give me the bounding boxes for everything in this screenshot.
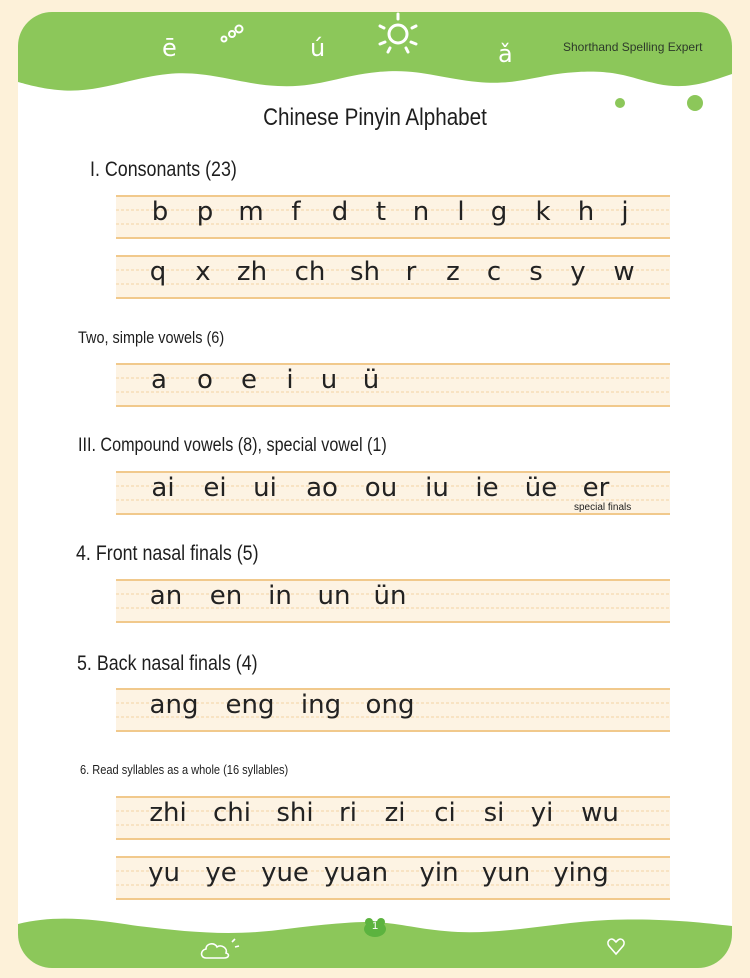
pinyin-item: ie <box>475 473 499 503</box>
pinyin-writing-line <box>116 579 670 623</box>
pinyin-item: ao <box>306 473 338 503</box>
pinyin-item: p <box>196 197 214 227</box>
brand-name: Shorthand Spelling Expert <box>563 40 703 54</box>
pinyin-item: an <box>149 581 183 611</box>
deco-letter: ú <box>310 34 326 62</box>
pinyin-item: yue <box>261 858 309 888</box>
pinyin-item: zhi <box>149 798 187 828</box>
pinyin-item: ei <box>203 473 227 503</box>
pinyin-item: n <box>412 197 430 227</box>
pinyin-item: üe <box>524 473 558 503</box>
pinyin-item: yi <box>530 798 554 828</box>
section-heading: 4. Front nasal finals (5) <box>76 542 259 565</box>
special-finals-note: special finals <box>574 502 632 513</box>
pinyin-writing-line <box>116 363 670 407</box>
pinyin-item: ci <box>434 798 456 828</box>
pinyin-item: er <box>582 473 610 503</box>
pinyin-item: w <box>613 257 635 287</box>
section-heading: 5. Back nasal finals (4) <box>77 652 258 675</box>
pinyin-item: ai <box>151 473 175 503</box>
pinyin-item: ing <box>300 690 342 720</box>
section-heading: I. Consonants (23) <box>90 158 237 181</box>
pinyin-item: q <box>149 257 167 287</box>
page-number: 1 <box>371 920 379 932</box>
pinyin-item: eng <box>225 690 275 720</box>
pinyin-item: yin <box>419 858 459 888</box>
pinyin-item: si <box>483 798 505 828</box>
pinyin-item: iu <box>425 473 449 503</box>
pinyin-item: un <box>317 581 351 611</box>
section-heading: Two, simple vowels (6) <box>78 328 225 347</box>
pinyin-item: ang <box>149 690 199 720</box>
pinyin-item: zh <box>236 257 268 287</box>
deco-letter: ē <box>162 34 177 62</box>
section-heading: 6. Read syllables as a whole (16 syllables) <box>80 762 289 777</box>
page-title: Chinese Pinyin Alphabet <box>263 104 487 131</box>
pinyin-item: in <box>268 581 292 611</box>
pinyin-item: r <box>405 257 417 287</box>
pinyin-item: b <box>151 197 169 227</box>
pinyin-item: z <box>446 257 460 287</box>
pinyin-item: chi <box>213 798 251 828</box>
pinyin-item: e <box>241 365 257 395</box>
pinyin-item: ye <box>205 858 237 888</box>
section-heading: III. Compound vowels (8), special vowel (1) <box>78 435 387 456</box>
pinyin-item: h <box>577 197 595 227</box>
pinyin-item: ui <box>253 473 277 503</box>
pinyin-item: t <box>375 197 387 227</box>
pinyin-item: x <box>195 257 211 287</box>
pinyin-item: c <box>486 257 502 287</box>
pinyin-item: wu <box>581 798 619 828</box>
pinyin-item: en <box>209 581 243 611</box>
pinyin-item: zi <box>384 798 406 828</box>
pinyin-item: yuan <box>323 858 389 888</box>
pinyin-writing-line <box>116 856 670 900</box>
pinyin-item: yu <box>148 858 180 888</box>
pinyin-item: s <box>529 257 543 287</box>
pinyin-item: a <box>151 365 167 395</box>
pinyin-writing-line <box>116 688 670 732</box>
pinyin-item: f <box>291 197 301 227</box>
pinyin-item: y <box>570 257 586 287</box>
pinyin-item: ri <box>339 798 357 828</box>
pinyin-item: d <box>331 197 349 227</box>
deco-letter: ǎ <box>498 40 513 68</box>
pinyin-item: m <box>238 197 264 227</box>
pinyin-item: k <box>535 197 551 227</box>
page-number-badge <box>363 916 387 938</box>
pinyin-item: ü <box>362 365 380 395</box>
pinyin-item: ong <box>365 690 415 720</box>
pinyin-item: ou <box>364 473 398 503</box>
pinyin-writing-line <box>116 255 670 299</box>
pinyin-item: ch <box>294 257 326 287</box>
pinyin-writing-line <box>116 796 670 840</box>
pinyin-item: j <box>621 197 629 227</box>
pinyin-item: yun <box>481 858 531 888</box>
pinyin-item: ying <box>553 858 609 888</box>
pinyin-item: o <box>197 365 213 395</box>
pinyin-item: g <box>490 197 508 227</box>
pinyin-item: i <box>286 365 294 395</box>
pinyin-item: ün <box>373 581 407 611</box>
pinyin-item: l <box>457 197 465 227</box>
pinyin-item: u <box>320 365 338 395</box>
pinyin-item: shi <box>276 798 314 828</box>
pinyin-writing-line <box>116 195 670 239</box>
pinyin-item: sh <box>349 257 381 287</box>
